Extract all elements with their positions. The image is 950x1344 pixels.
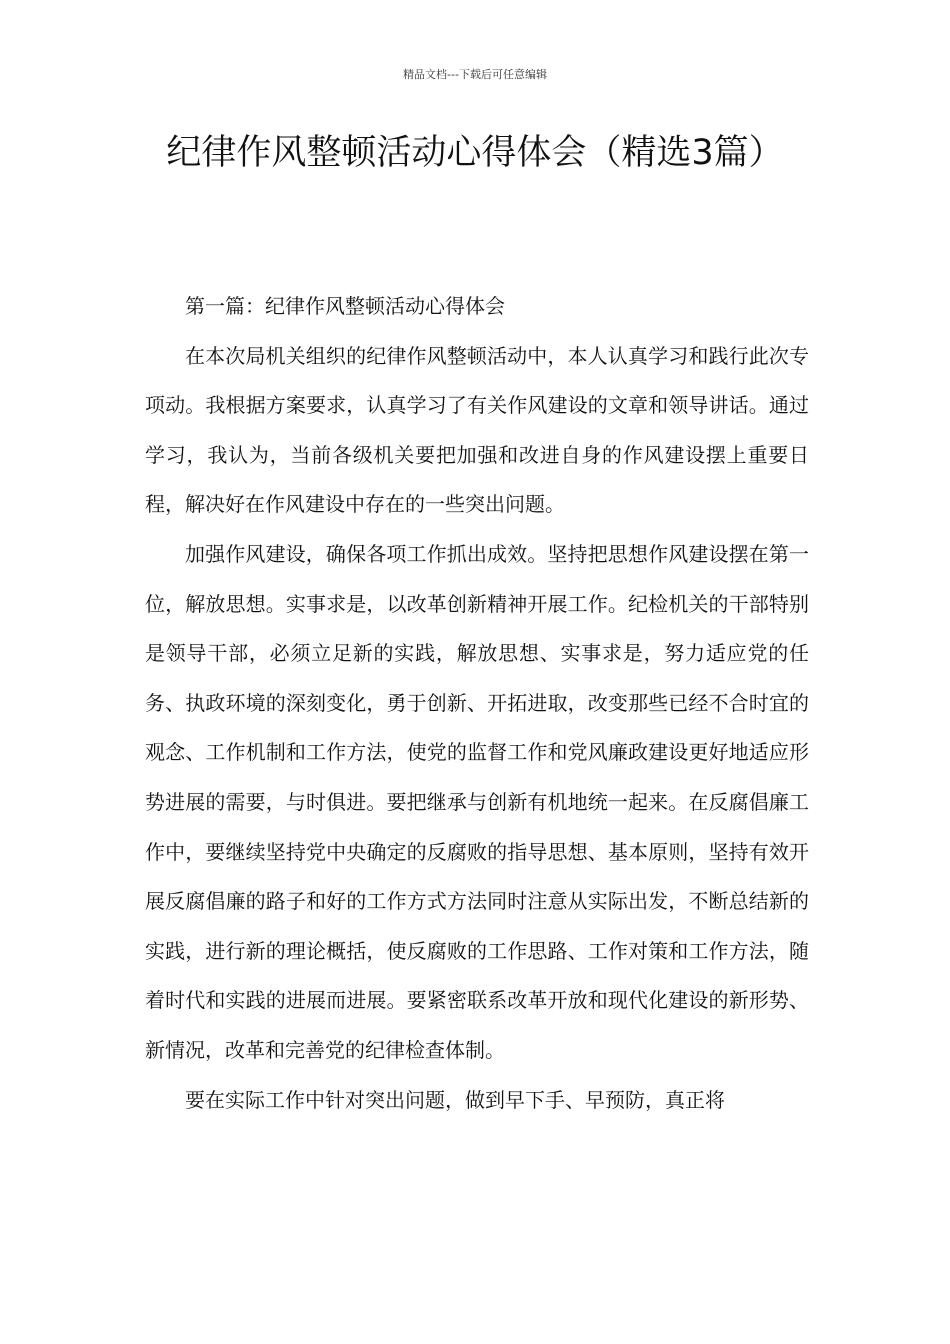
paragraph: 要在实际工作中针对突出问题，做到早下手、早预防，真正将	[185, 1087, 725, 1112]
document-title: 纪律作风整顿活动心得体会（精选3篇）	[166, 133, 784, 173]
paragraph: 加强作风建设，确保各项工作抓出成效。坚持把思想作风建设摆在第一位，解放思想。实事求是，以改革创新精神开展工作。纪检机关的干部特别是领导干部，必须立足新的实践，解放思想、实事求是，努力适应党的任务、执政环境的深刻变化，勇于创新、开拓进取，改变那些已经不合时宜的观念、工作机制和工作方法，使党的监督工作和党风廉政建设更好地适应形势进展的需要，与时俱进。要把继承与创新有机地统一起来。在反腐倡廉工作中，要继续坚持党中央确定的反腐败的指导思想、基本原则，坚持有效开展反腐倡廉的路子和好的工作方式方法同时注意从实际出发，不断总结新的实践，进行新的理论概括，使反腐败的工作思路、工作对策和工作方法，随着时代和实践的进展而进展。要紧密联系改革开放和现代化建设的新形势、新情况，改革和完善党的纪律检查体制。	[145, 541, 809, 1062]
header-note: 精品文档---下载后可任意编辑	[403, 68, 547, 81]
document-body	[145, 282, 809, 1125]
paragraph: 在本次局机关组织的纪律作风整顿活动中，本人认真学习和践行此次专项动。我根据方案要求，认真学习了有关作风建设的文章和领导讲话。通过学习，我认为，当前各级机关要把加强和改进自身的作风建设摆上重要日程，解决好在作风建设中存在的一些突出问题。	[145, 343, 809, 517]
section-heading: 第一篇：纪律作风整顿活动心得体会	[185, 294, 505, 318]
